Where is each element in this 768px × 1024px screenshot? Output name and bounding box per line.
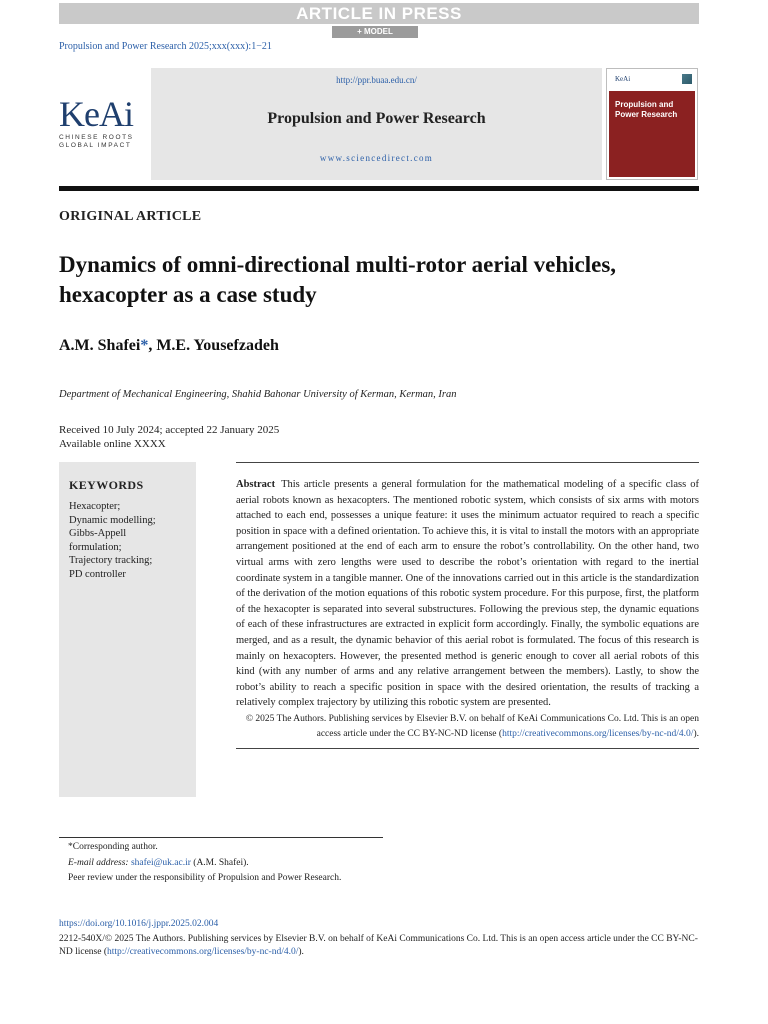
cover-brand: KeAi bbox=[615, 75, 631, 83]
journal-url-link[interactable]: http://ppr.buaa.edu.cn/ bbox=[336, 75, 417, 85]
email-suffix: (A.M. Shafei). bbox=[190, 857, 249, 868]
email-label: E-mail address: bbox=[68, 857, 129, 868]
abstract-text bbox=[236, 477, 699, 711]
license-link[interactable]: http://creativecommons.org/licenses/by-nc-nd/4.0/ bbox=[502, 728, 694, 739]
cover-image-icon bbox=[682, 74, 692, 84]
doi-link[interactable]: https://doi.org/10.1016/j.jppr.2025.02.004 bbox=[59, 919, 219, 929]
keai-tagline-line-1: CHINESE ROOTS bbox=[59, 134, 134, 141]
keai-tagline-line-2: GLOBAL IMPACT bbox=[59, 142, 132, 149]
corresponding-author-note: *Corresponding author. bbox=[68, 842, 158, 852]
article-in-press-banner: ARTICLE IN PRESS bbox=[59, 3, 699, 24]
issn-license bbox=[59, 933, 699, 959]
cover-red-panel bbox=[609, 91, 695, 177]
keywords-heading: KEYWORDS bbox=[69, 478, 144, 492]
abstract-section bbox=[236, 462, 699, 749]
abstract-bottom-rule bbox=[236, 748, 699, 749]
article-type: ORIGINAL ARTICLE bbox=[59, 209, 202, 224]
author-2[interactable]: M.E. Yousefzadeh bbox=[156, 337, 279, 354]
available-online: Available online XXXX bbox=[59, 438, 166, 450]
corresponding-author-marker[interactable]: * bbox=[140, 337, 149, 354]
sciencedirect-link[interactable]: www.sciencedirect.com bbox=[319, 153, 434, 163]
copyright-text: © 2025 The Authors. Publishing services by Elsevier B.V. on behalf of KeAi Communications Co. Ltd. This is an open access article under the CC BY-NC-ND license ( bbox=[245, 713, 699, 739]
article-dates bbox=[59, 423, 279, 451]
author-1[interactable]: A.M. Shafei bbox=[59, 337, 141, 354]
keyword-item: PD controller bbox=[69, 568, 126, 580]
email-note bbox=[68, 856, 341, 872]
author-separator: , bbox=[148, 337, 157, 354]
footnote-divider bbox=[59, 837, 383, 838]
peer-review-note: Peer review under the responsibility of Propulsion and Power Research. bbox=[68, 873, 342, 884]
keyword-item: Dynamic modelling; bbox=[69, 514, 156, 526]
received-date: Received 10 July 2024; accepted 22 January 2025 bbox=[59, 424, 280, 436]
journal-header bbox=[151, 68, 602, 180]
journal-cover-thumbnail[interactable] bbox=[606, 68, 698, 180]
keywords-box bbox=[59, 462, 196, 797]
header-divider bbox=[59, 186, 699, 191]
cover-title: Propulsion and Power Research bbox=[615, 100, 678, 119]
journal-title: Propulsion and Power Research bbox=[267, 110, 486, 127]
footer-license-link[interactable]: http://creativecommons.org/licenses/by-nc-nd/4.0/ bbox=[107, 947, 299, 957]
abstract-copyright bbox=[236, 712, 699, 742]
copyright-close: ). bbox=[693, 728, 699, 739]
model-badge: + MODEL bbox=[332, 26, 418, 38]
email-link[interactable]: shafei@uk.ac.ir bbox=[130, 857, 191, 868]
keyword-item: Gibbs-Appell bbox=[69, 528, 127, 539]
article-title: Dynamics of omni-directional multi-rotor aerial vehicles, hexacopter as a case study bbox=[59, 252, 617, 307]
issn-close: ). bbox=[298, 947, 304, 957]
keyword-item: Hexacopter; bbox=[69, 501, 121, 512]
abstract-body: This article presents a general formulation for the mathematical modeling of a specific class of aerial robots known as hexacopters. The mentioned robotic system, which consists of six arms with motors attached to each end, possesses a unique feature: it uses the minimum actuator required to reach a specific position in space with a defined orientation. To achieve this, it is vital to install the motors with an appropriate arrangement positioned at the end of each arm to ensure the robot’s controllability. On the other hand, two virtual arms with zero lengths were used to describe the robot’s orientation with regard to the inertial coordinate system in a tangible manner. One of the innovations carried out in this article is the standardization of the derivation of the motion equations of this robotic system procedure. For this purpose, first, the platform of the hexacopter is separated into several substructures. Following the previous step, the dynamic equations of each of these infrastructures are extracted in explicit form accordingly. Finally, the symbolic equations are merged, and as a result, the dynamic behavior of this aerial robot is formulated. The focus of this research is mainly on hexacopters. However, the presented method is generic enough to cover all aerial robots of this kind (with any number of arms and any relative arrangement between the members). Lastly, to show the robot’s ability to reach a specific position in space with the desired orientation, the results of tracking a relatively complex trajectory by utilizing this robotic system are presented. bbox=[236, 479, 699, 709]
keyword-item: Trajectory tracking; bbox=[69, 555, 153, 566]
keai-logo-tagline bbox=[59, 134, 149, 150]
affiliation: Department of Mechanical Engineering, Shahid Bahonar University of Kerman, Kerman, Iran bbox=[59, 389, 457, 400]
author-list bbox=[59, 337, 279, 355]
keyword-item: formulation; bbox=[69, 541, 122, 553]
keai-logo-word: KeAi bbox=[59, 94, 133, 134]
issn-text: 2212-540X/© 2025 The Authors. Publishing services by Elsevier B.V. on behalf of KeAi Communications Co. Ltd. This is an open access article under the CC BY-NC-ND license ( bbox=[59, 934, 698, 957]
keai-logo bbox=[59, 96, 149, 150]
abstract-label: Abstract bbox=[236, 479, 276, 490]
cover-top-strip bbox=[607, 69, 697, 89]
abstract-top-rule bbox=[236, 462, 699, 463]
footnotes bbox=[68, 840, 341, 887]
journal-citation-link[interactable]: Propulsion and Power Research 2025;xxx(xxx):1−21 bbox=[59, 41, 272, 52]
